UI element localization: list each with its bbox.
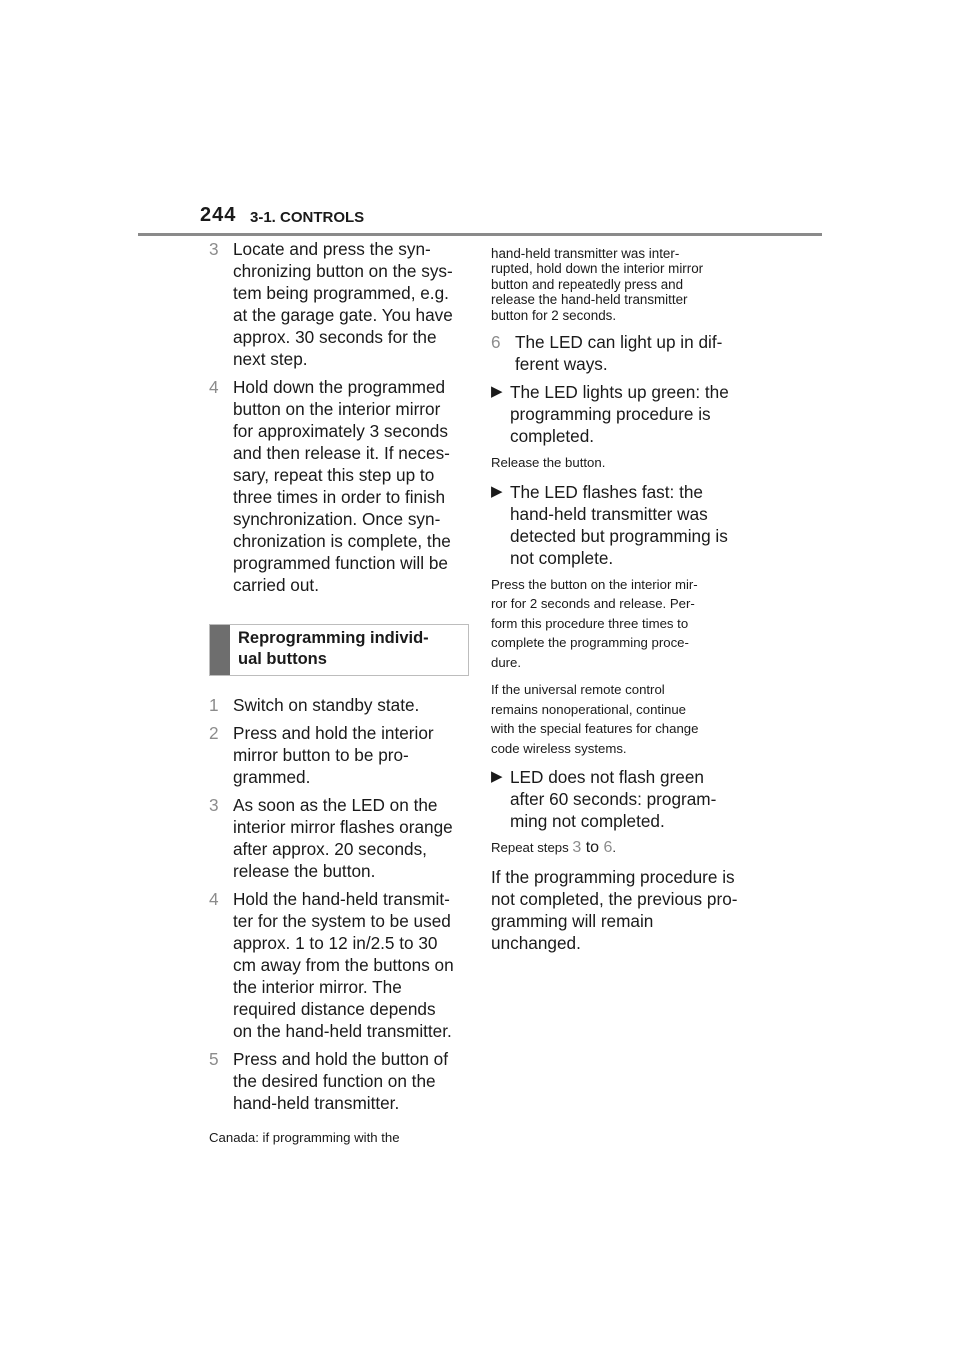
step-line: the desired function on the bbox=[233, 1071, 436, 1091]
step-number: 2 bbox=[209, 723, 219, 743]
step-line: interior mirror flashes orange bbox=[233, 817, 453, 837]
step-line: at the garage gate. You have bbox=[233, 305, 453, 325]
step-number: 5 bbox=[209, 1049, 219, 1069]
step-line: Hold down the programmed bbox=[233, 377, 446, 397]
step-line: Press and hold the button of bbox=[233, 1049, 448, 1069]
step-line: the interior mirror. The bbox=[233, 977, 402, 997]
bullet-line: not complete. bbox=[510, 547, 614, 568]
bullet-arrow-icon: ▶ bbox=[491, 383, 503, 401]
left-column bbox=[209, 238, 473, 1156]
bullet-line: detected but programming is bbox=[510, 525, 728, 546]
note-line: ror for 2 seconds and release. Per- bbox=[491, 596, 695, 612]
step-line: approx. 30 seconds for the bbox=[233, 327, 437, 347]
step-line: sary, repeat this step up to bbox=[233, 465, 435, 485]
page-header bbox=[200, 204, 800, 230]
step-line: Locate and press the syn- bbox=[233, 239, 431, 259]
bullet-line: after 60 seconds: program- bbox=[510, 789, 717, 810]
step-line: button on the interior mirror bbox=[233, 399, 441, 419]
subheading-line: ual buttons bbox=[238, 650, 327, 668]
note-line: dure. bbox=[491, 654, 522, 670]
note-line: Press the button on the interior mir- bbox=[491, 576, 698, 592]
note-press-mirror-button bbox=[491, 575, 759, 673]
note-line: button for 2 seconds. bbox=[491, 307, 617, 323]
step-line: As soon as the LED on the bbox=[233, 795, 438, 815]
note-release-button: Release the button. bbox=[491, 455, 606, 471]
step-line: approx. 1 to 12 in/2.5 to 30 bbox=[233, 933, 438, 953]
bullet-arrow-icon: ▶ bbox=[491, 768, 503, 786]
step-number: 1 bbox=[209, 695, 219, 715]
step-number: 6 bbox=[491, 332, 501, 353]
step-line: release the button. bbox=[233, 861, 376, 881]
bullet-line: The LED flashes fast: the bbox=[510, 481, 703, 502]
step-line: chronizing button on the sys- bbox=[233, 261, 453, 281]
closing-line: If the programming procedure is bbox=[491, 866, 735, 887]
closing-paragraph bbox=[491, 866, 759, 954]
subheading-box bbox=[209, 624, 469, 676]
step-5-press-function bbox=[209, 1048, 473, 1114]
note-nonoperational bbox=[491, 680, 759, 758]
bullet-led-green bbox=[491, 381, 759, 447]
header-divider bbox=[138, 233, 822, 236]
step-4-hold bbox=[209, 376, 473, 596]
note-line: code wireless systems. bbox=[491, 740, 627, 756]
step-line: Hold the hand-held transmit- bbox=[233, 889, 450, 909]
step-line: on the hand-held transmitter. bbox=[233, 1021, 452, 1041]
step-line: and then release it. If neces- bbox=[233, 443, 450, 463]
closing-line: not completed, the previous pro- bbox=[491, 888, 738, 909]
note-line: remains nonoperational, continue bbox=[491, 701, 687, 717]
bullet-led-flashes-fast bbox=[491, 481, 759, 569]
step-line: required distance depends bbox=[233, 999, 436, 1019]
step-4-hold-transmitter bbox=[209, 888, 473, 1042]
note-line: If the universal remote control bbox=[491, 682, 665, 698]
bullet-line: programming procedure is bbox=[510, 404, 711, 425]
step-line: chronization is complete, the bbox=[233, 531, 451, 551]
step-2-press-hold bbox=[209, 722, 473, 788]
closing-line: gramming will remain bbox=[491, 910, 654, 931]
canada-note-continued bbox=[491, 246, 759, 323]
repeat-mid: to bbox=[581, 839, 604, 857]
step-line: hand-held transmitter. bbox=[233, 1093, 400, 1113]
step-line: ter for the system to be used bbox=[233, 911, 451, 931]
step-3-led-orange bbox=[209, 794, 473, 882]
closing-line: unchanged. bbox=[491, 932, 581, 953]
subheading-bar bbox=[210, 625, 230, 675]
step-number: 4 bbox=[209, 889, 219, 909]
subheading-title bbox=[238, 628, 429, 670]
repeat-to-step: 6 bbox=[603, 839, 613, 857]
bullet-line: The LED lights up green: the bbox=[510, 382, 729, 403]
step-line: for approximately 3 seconds bbox=[233, 421, 448, 441]
bullet-line: hand-held transmitter was bbox=[510, 503, 708, 524]
note-repeat-steps bbox=[491, 838, 759, 858]
step-line: cm away from the buttons on bbox=[233, 955, 454, 975]
right-column bbox=[491, 246, 759, 954]
note-line: button and repeatedly press and bbox=[491, 276, 684, 292]
step-line: mirror button to be pro- bbox=[233, 745, 409, 765]
note-line: release the hand-held transmitter bbox=[491, 292, 688, 308]
page-number: 244 bbox=[200, 204, 237, 226]
step-line: after approx. 20 seconds, bbox=[233, 839, 427, 859]
step-3-locate bbox=[209, 238, 473, 370]
step-line: Switch on standby state. bbox=[233, 695, 420, 715]
note-line: rupted, hold down the interior mirror bbox=[491, 261, 704, 277]
step-line: programmed function will be bbox=[233, 553, 448, 573]
step-number: 3 bbox=[209, 239, 219, 259]
step-line: next step. bbox=[233, 349, 308, 369]
note-line: with the special features for change bbox=[491, 721, 699, 737]
step-line: The LED can light up in dif- bbox=[515, 332, 723, 353]
step-line: three times in order to finish bbox=[233, 487, 446, 507]
bullet-line: ming not completed. bbox=[510, 811, 665, 832]
step-number: 3 bbox=[209, 795, 219, 815]
repeat-suffix: . bbox=[612, 840, 617, 856]
step-number: 4 bbox=[209, 377, 219, 397]
section-title: 3-1. CONTROLS bbox=[250, 209, 365, 226]
repeat-from-step: 3 bbox=[572, 839, 582, 857]
step-line: carried out. bbox=[233, 575, 319, 595]
note-line: complete the programming proce- bbox=[491, 635, 689, 651]
bullet-line: LED does not flash green bbox=[510, 767, 704, 788]
bullet-arrow-icon: ▶ bbox=[491, 482, 503, 500]
step-1-standby bbox=[209, 694, 473, 716]
step-line: grammed. bbox=[233, 767, 311, 787]
step-line: ferent ways. bbox=[515, 354, 608, 375]
step-6-led-ways bbox=[491, 331, 759, 375]
step-line: tem being programmed, e.g. bbox=[233, 283, 449, 303]
step-line: Press and hold the interior bbox=[233, 723, 434, 743]
repeat-prefix: Repeat steps bbox=[491, 840, 573, 856]
subheading-line: Reprogramming individ- bbox=[238, 629, 429, 647]
bullet-line: completed. bbox=[510, 426, 595, 447]
note-line: hand-held transmitter was inter- bbox=[491, 246, 680, 261]
note-line: form this procedure three times to bbox=[491, 615, 689, 631]
canada-note: Canada: if programming with the bbox=[209, 1130, 400, 1145]
bullet-led-no-green bbox=[491, 766, 759, 832]
step-line: synchronization. Once syn- bbox=[233, 509, 441, 529]
